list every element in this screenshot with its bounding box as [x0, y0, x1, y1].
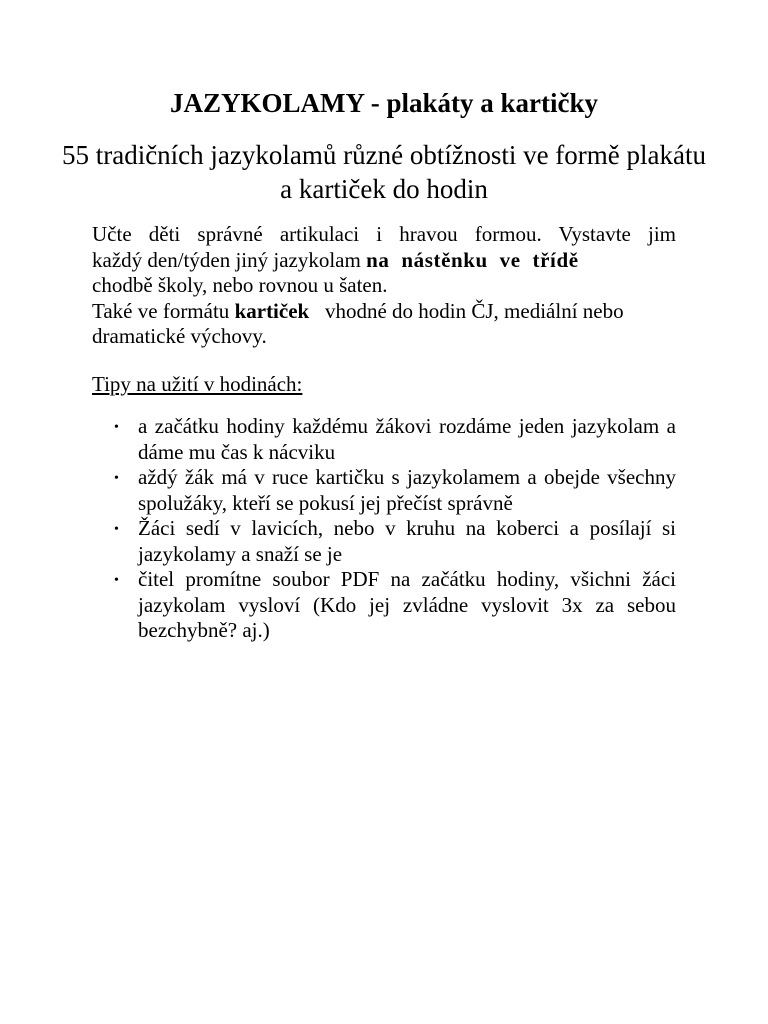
- document-subtitle: 55 tradičních jazykolamů různé obtížnosti ve formě plakátu a kartiček do hodin: [61, 140, 707, 204]
- bullet-icon: •: [114, 522, 119, 537]
- tip-text: čitel promítne soubor PDF na začátku hodiny, všichni žáci jazykolam vysloví (Kdo jej zvládne vyslovit 3x za sebou bezchybně? aj.): [138, 567, 676, 642]
- intro-paragraph: [92, 222, 676, 350]
- list-item: [92, 465, 676, 516]
- intro-cards-emphasis: kartiček: [234, 298, 310, 323]
- intro-line-2-text: každý den/týden jiný jazykolam: [92, 247, 361, 272]
- intro-noticeboard-emphasis: na nástěnku ve třídě: [366, 247, 579, 272]
- document-title: JAZYKOLAMY - plakáty a kartičky: [169, 88, 598, 118]
- bullet-icon: •: [114, 573, 119, 588]
- list-item: [92, 567, 676, 644]
- tip-text: a začátku hodiny každému žákovi rozdáme jeden jazykolam a dáme mu čas k nácviku: [138, 414, 676, 464]
- tips-list: [92, 414, 676, 644]
- intro-line-4-pre: Také ve formátu: [92, 298, 230, 323]
- list-item: [92, 414, 676, 465]
- intro-line-4: [92, 299, 676, 325]
- intro-line-3: chodbě školy, nebo rovnou u šaten.: [92, 273, 388, 297]
- intro-line-4-post: vhodné do hodin ČJ, mediální nebo: [324, 298, 624, 323]
- bullet-icon: •: [114, 471, 119, 486]
- bullet-icon: •: [114, 420, 119, 435]
- list-item: [92, 516, 676, 567]
- tip-text: aždý žák má v ruce kartičku s jazykolamem a obejde všechny spolužáky, kteří se pokusí jej přečíst správně: [138, 465, 676, 515]
- tips-heading: Tipy na užití v hodinách:: [92, 372, 303, 396]
- intro-line-2: [92, 248, 676, 274]
- intro-line-5: dramatické výchovy.: [92, 324, 267, 348]
- intro-line-1: Učte děti správné artikulaci i hravou formou. Vystavte jim: [92, 222, 676, 246]
- tip-text: Žáci sedí v lavicích, nebo v kruhu na koberci a posílají si jazykolamy a snaží se je: [138, 516, 676, 566]
